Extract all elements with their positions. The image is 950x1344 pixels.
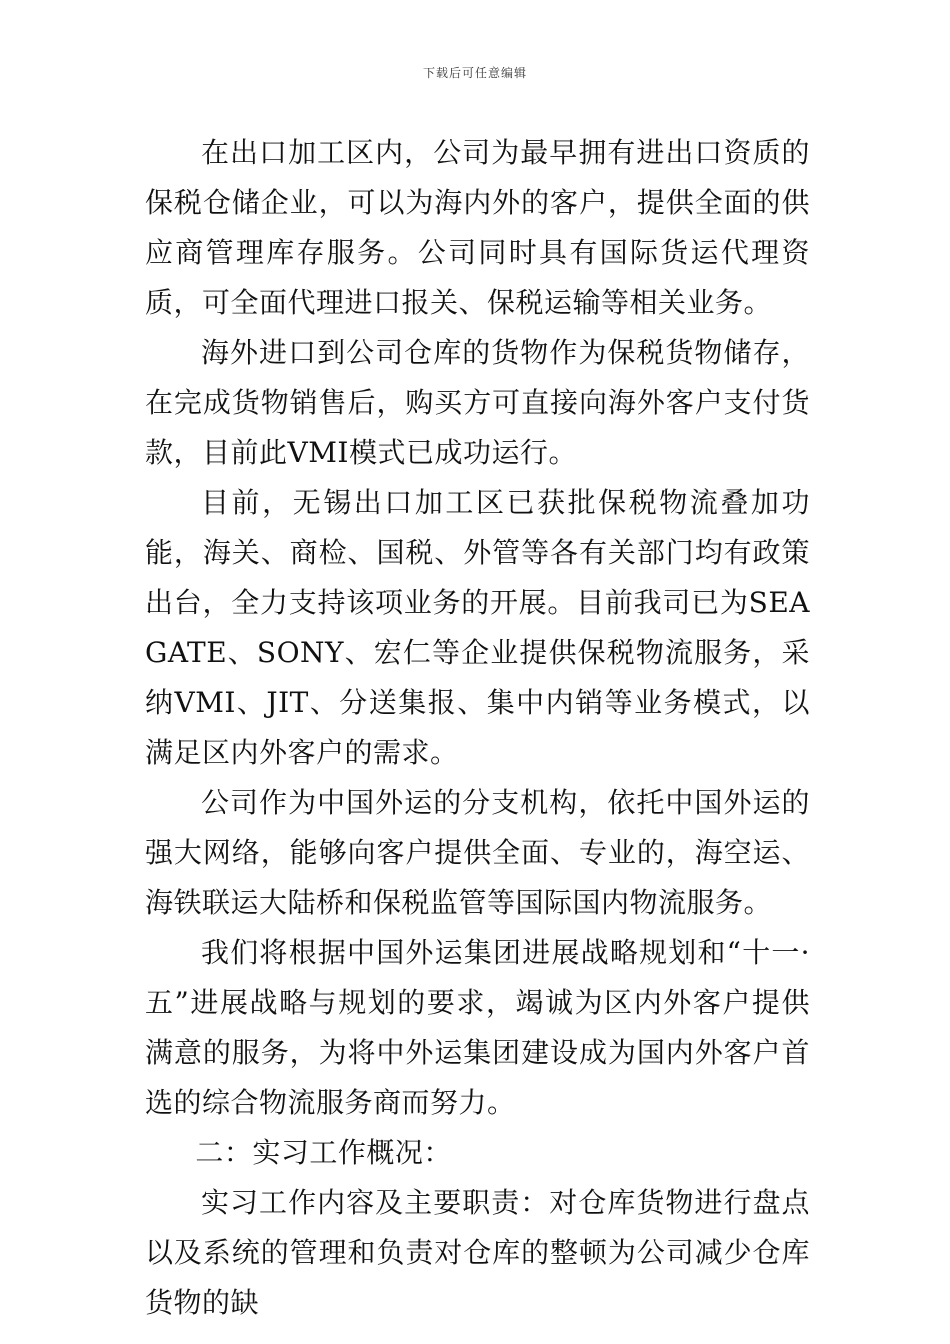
paragraph-strategy: 我们将根据中国外运集团进展战略规划和“十一·五”进展战略与规划的要求，竭诚为区内外客户提供满意的服务，为将中外运集团建设成为国内外客户首选的综合物流服务商而努力。 xyxy=(145,936,810,1119)
paragraph-bonded-logistics: 目前，无锡出口加工区已获批保税物流叠加功能，海关、商检、国税、外管等各有关部门均有政策出台，全力支持该项业务的开展。目前我司已为SEAGATE、SONY、宏仁等企业提供保税物流服务，采纳VMI、JIT、分送集报、集中内销等业务模式，以满足区内外客户的需求。 xyxy=(145,486,810,769)
paragraph-vmi-mode: 海外进口到公司仓库的货物作为保税货物储存，在完成货物销售后，购买方可直接向海外客户支付货款，目前此VMI模式已成功运行。 xyxy=(145,336,810,469)
page-header: 下载后可任意编辑 xyxy=(422,66,527,80)
paragraph-branch-network: 公司作为中国外运的分支机构，依托中国外运的强大网络，能够向客户提供全面、专业的，海空运、海铁联运大陆桥和保税监管等国际国内物流服务。 xyxy=(145,786,810,919)
paragraph-export-zone: 在出口加工区内，公司为最早拥有进出口资质的保税仓储企业，可以为海内外的客户，提供全面的供应商管理库存服务。公司同时具有国际货运代理资质，可全面代理进口报关、保税运输等相关业务。 xyxy=(145,136,810,319)
section-heading-internship-overview: 二：实习工作概况： xyxy=(195,1136,452,1169)
paragraph-internship-duties: 实习工作内容及主要职责：对仓库货物进行盘点以及系统的管理和负责对仓库的整顿为公司减少仓库货物的缺 xyxy=(145,1186,810,1319)
document-body xyxy=(145,128,810,1328)
